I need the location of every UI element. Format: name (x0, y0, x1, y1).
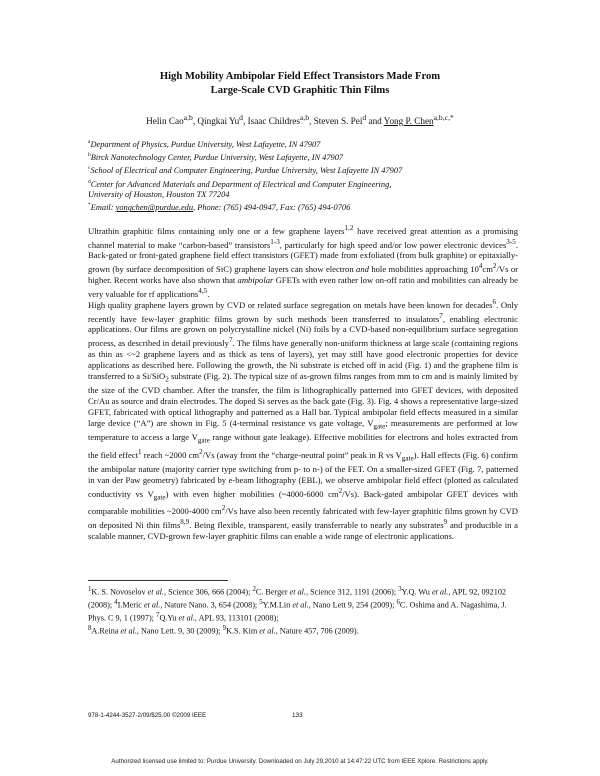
affiliation-text: School of Electrical and Computer Engineering, Purdue University, West Lafayette IN 47907 (90, 166, 403, 176)
author-name: Helin Cao (146, 116, 184, 127)
footnote-divider (88, 580, 228, 581)
affiliation-text: Center for Advanced Materials and Department of Electrical and Computer Engineering, (90, 179, 392, 189)
author-name: Qingkai Yu (197, 116, 240, 127)
email-sup: * (88, 202, 91, 209)
body-paragraph-2: High quality graphene layers grown by CVD or related surface segregation on metals have been known for decades$^6$. Only recently have few-layer graphitic films grown by such methods been transferred to insulators$^7$, enabling electronic applications. Our films are grown on polycrystalline nickel (Ni) foils by a CVD-based non-equilibrium surface segregation process, as described in detail previously$^7$. The films have generally non-uniform thickness at large scale (containing regions as thin as <~2 graphene layers and as thick as tens of layers), yet may still have good electronic properties for device applications as described here. Following the growth, the Ni substrate is etched off in acid (Fig. 1) and the graphene film is transferred to a Si/SiO$_2$ substrate (Fig. 2). The typical size of as-grown films ranges from mm to cm and is mainly limited by the size of the CVD chamber. After the transfer, the film is lithographically patterned into GFET devices, with deposited Cr/Au as source and drain electrodes. The doped Si serves as the back gate (Fig. 3). Fig. 4 shows a representative large-sized GFET, fabricated with optical lithography and patterned as a Hall bar. Typical ambipolar field effects measured in a similar large device (“A”) are shown in Fig. 5 (4-terminal resistance vs gate voltage, $V_{gate}$; measurements are performed at low temperature to access a large $V_{gate}$ range without gate leakage). Effective mobilities for electrons and holes extracted from the field effect$^1$ reach ~2000 $cm^2/Vs$ (away from the “charge-neutral point” peak in R vs $V_{gate}$). Hall effects (Fig. 6) confirm the ambipolar nature (majority carrier type switching from p- to n-) of the FET. On a smaller-sized GFET (Fig. 7, patterned in van der Paw geometry) fabricated by e-beam lithography (EBL), we observe ambipolar field effect (plotted as calculated conductivity vs $V_{gate}$) with even higher mobilities (~4000-6000 $cm^2/Vs$). Back-gated ambipolar GFET devices with comparable mobilities ~2000-4000 $cm^2/Vs$ have also been recently fabricated with few-layer graphitic films grown by CVD on deposited Ni thin films$^{8,9}$. Being flexible, transparent, easily transferrable to nearly any substrates$^9$ and producible in a scalable manner, CVD-grown few-layer graphitic films can enable a wide range of electronic applications. (88, 298, 519, 541)
affiliation-sup: b (88, 152, 91, 159)
author-sup: a,b (183, 113, 193, 122)
corresponding-author: Yong P. Chen (383, 116, 434, 127)
affiliation-line (88, 163, 548, 176)
email-label: Email: (90, 203, 114, 213)
author-sup: d (362, 113, 367, 122)
affiliation-sup: d (88, 178, 91, 185)
author-list: Helin Cao$^{a,b}$, Qingkai Yu$^d$, Isaac Childres$^{a,b}$, Steven S. Pei$^d$ and Yong P. Chen$^{a,b,c,*}$ (146, 113, 454, 127)
title-line-2: Large-Scale CVD Graphitic Thin Films (210, 85, 390, 96)
affiliation-line (88, 190, 548, 200)
author-name: Isaac Childres (247, 116, 300, 127)
affiliation-line (88, 177, 548, 190)
copyright-notice: 978-1-4244-3527-2/09/$25.00 ©2009 IEEE (88, 712, 207, 719)
affiliation-line (88, 137, 548, 150)
author-sup: a,b,c,* (433, 113, 454, 122)
affiliation-sup: c (88, 165, 91, 172)
affiliation-text: Department of Physics, Purdue University, West Lafayette, IN 47907 (90, 139, 321, 149)
email-line (88, 200, 548, 213)
affiliations (88, 137, 548, 213)
paper-title (100, 70, 500, 98)
affiliation-text: University of Houston, Houston TX 77204 (88, 189, 230, 199)
title-line-1: High Mobility Ambipolar Field Effect Transistors Made From (159, 71, 441, 82)
reference-list: $^1$K. S. Novoselov et al., Science 306, 666 (2004); $^2$C. Berger et al., Science 312, 1191 (2006); $^3$Y.Q. Wu et al., APL 92, 092102 (2008); $^4$I.Meric et al., Nature Nano. 3, 654 (2008); $^5$Y.M.Lin et al., Nano Lett 9, 254 (2009); $^6$C. Oshima and A. Nagashima, J. Phys. C 9, 1 (1997); $^7$Q.Yu et al., APL 93, 113101 (2008); $^8$A.Reina et al., Nano Lett. 9, 30 (2009); $^9$K.S. Kim et al., Nature 457, 706 (2009). (88, 586, 507, 636)
affiliation-text: Birck Nanotechnology Center, Purdue University, West Lafayette, IN 47907 (90, 153, 344, 162)
license-notice: Authorized licensed use limited to: Purdue University. Downloaded on July 29,2010 at 14:47:22 UTC from IEEE Xplore. Restrictions apply. (111, 758, 489, 765)
contact-phone-fax: , Phone: (765) 494-0947, Fax: (765) 494-0706 (193, 203, 351, 213)
author-sup: a,b (299, 113, 310, 122)
page-number: 133 (292, 712, 303, 719)
affiliation-sup: a (88, 139, 91, 145)
body-paragraph-1: Ultrathin graphitic films containing only one or a few graphene layers$^{1,2}$ have received great attention as a promising channel material to make “carbon-based” transistors$^{1-3}$, particularly for high speed and/or low power electronic devices$^{3-5}$. Back-gated or front-gated graphene field effect transistors (GFET) made from exfoliated (from bulk graphite) or epitaxially-grown (by surface decomposition of SiC) graphene layers can show electron and hole mobilities approaching $10^4cm^2/Vs$ or higher. Recent works have also shown that ambipolar GFETs with even rather low on-off ratio and mobilities can already be very valuable for rf applications$^{4,5}$. (88, 224, 518, 299)
author-sup: d (239, 113, 243, 122)
email-link[interactable]: yongchen@purdue.edu (115, 203, 194, 213)
author-name: Steven S. Pei (313, 116, 363, 127)
affiliation-line (88, 150, 548, 163)
author-and: and (368, 116, 382, 127)
